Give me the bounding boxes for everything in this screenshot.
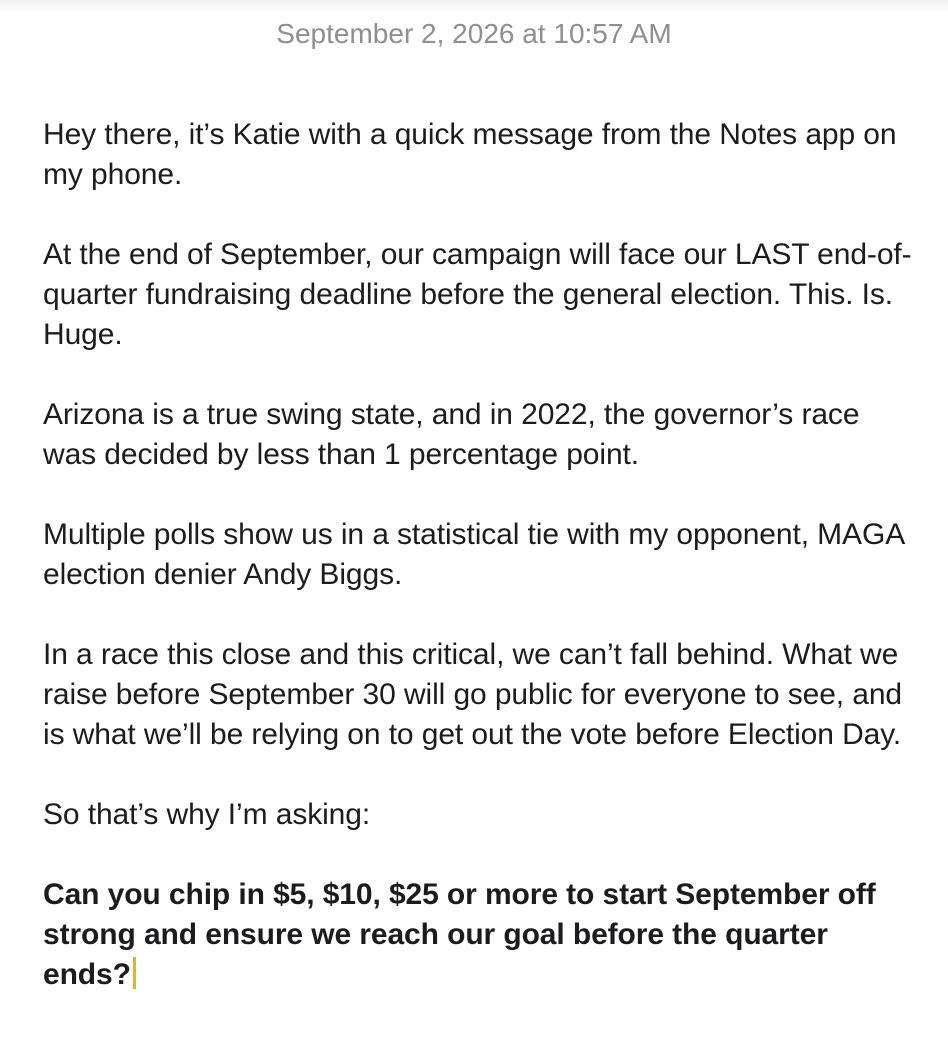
note-paragraph-ask [43, 875, 918, 995]
note-paragraph-race: In a race this close and this critical, we can’t fall behind. What we raise before September 30 will go public for everyone to see, and is what we’ll be relying on to get out the vote before Election Day. [43, 638, 903, 751]
note-editor[interactable] [43, 115, 918, 995]
note-paragraph-polls: Multiple polls show us in a statistical tie with my opponent, MAGA election denier Andy Biggs. [43, 518, 904, 591]
note-paragraph-deadline: At the end of September, our campaign will face our LAST end-of-quarter fundraising deadline before the general election. This. Is. Huge. [43, 238, 912, 351]
note-paragraph-asking: So that’s why I’m asking: [43, 798, 371, 831]
text-cursor [133, 957, 136, 989]
note-paragraph-swing-state: Arizona is a true swing state, and in 2022, the governor’s race was decided by less than 1 percentage point. [43, 398, 860, 471]
top-edge-shadow [0, 0, 948, 14]
note-paragraph-intro: Hey there, it’s Katie with a quick message from the Notes app on my phone. [43, 118, 897, 191]
bold-ask-text: Can you chip in $5, $10, $25 or more to start September off strong and ensure we reach our goal before the quarter ends? [43, 878, 876, 991]
note-timestamp: September 2, 2026 at 10:57 AM [276, 18, 672, 49]
